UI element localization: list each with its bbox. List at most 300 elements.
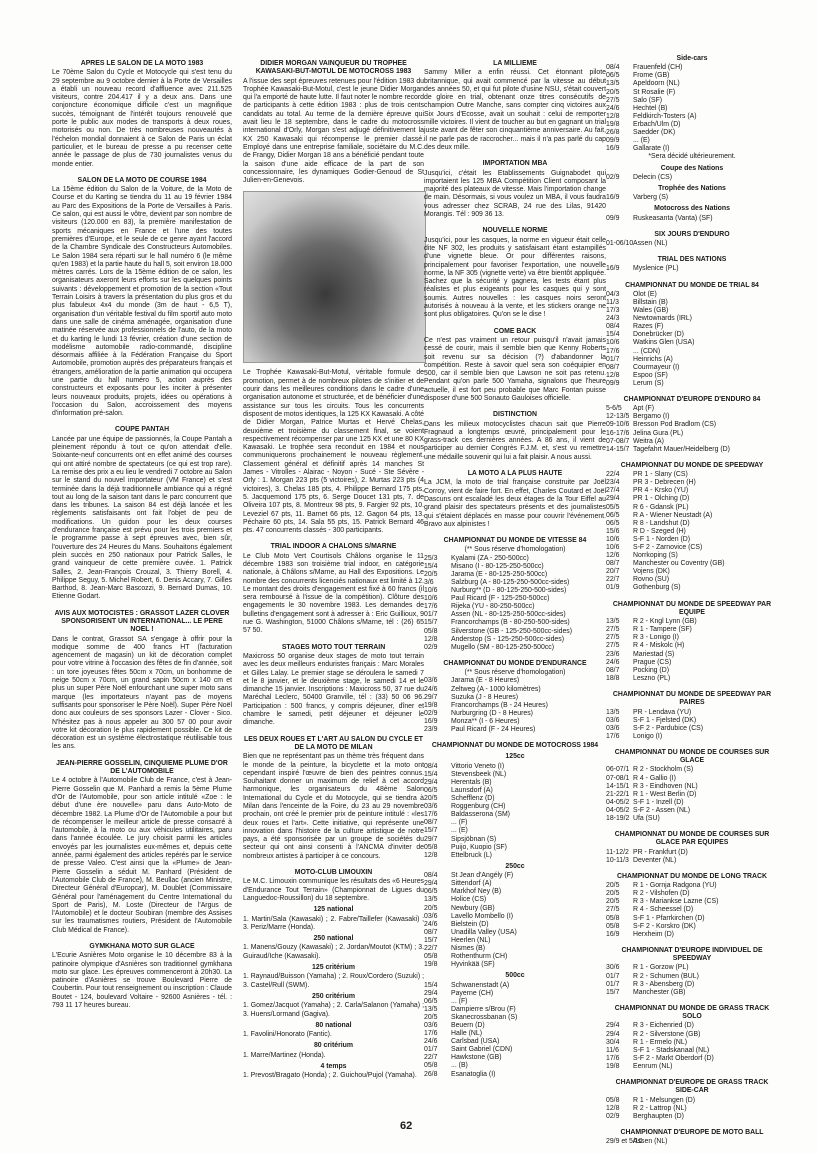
- calendar-date: 27/5: [606, 906, 620, 914]
- calendar-date: 09/9: [606, 379, 620, 387]
- calendar-event: Espoo (SF): [633, 371, 668, 379]
- calendar-date: 25/3: [424, 554, 438, 562]
- section-heading: MOTO-CLUB LIMOUXIN: [294, 869, 373, 877]
- calendar-row: [606, 725, 778, 733]
- calendar-event: Gothenburg (S): [633, 584, 681, 592]
- calendar-event: R 8 - Landshut (D): [633, 519, 690, 527]
- calendar-event: R 2 - Stockholm (S): [633, 766, 694, 774]
- subheading: Motocross des Nations: [654, 205, 730, 213]
- calendar-row: [606, 717, 778, 725]
- section-heading: APRES LE SALON DE LA MOTO 1983: [80, 60, 204, 67]
- calendar-date: 21-22/1: [606, 790, 630, 798]
- calendar-event: Anderstop (S - 125-250-500cc-sides): [451, 635, 564, 643]
- calendar-date: 20/5: [606, 898, 620, 906]
- calendar-row: [606, 495, 778, 503]
- calendar-event: Watkins Glen (USA): [633, 339, 695, 347]
- calendar-event: Nurburg** (D - 80-125-250-500-sides): [451, 587, 567, 595]
- calendar-event: ... (B): [451, 1062, 468, 1070]
- calendar-date: 10/6: [606, 339, 620, 347]
- calendar-date: 22/7: [606, 576, 620, 584]
- calendar-row: [606, 72, 778, 80]
- calendar-row: [424, 880, 606, 888]
- calendar-row: [606, 331, 778, 339]
- calendar-event: Gallarate (I): [633, 145, 670, 153]
- calendar-event: R 1 - West Berlin (D): [633, 790, 697, 798]
- calendar-date: 08/7: [606, 666, 620, 674]
- calendar-date: 12/6: [606, 552, 620, 560]
- calendar-date: 03/6: [606, 716, 620, 724]
- calendar-date: 20/5: [606, 88, 620, 96]
- calendar-event: PR 1 - Olching (D): [633, 495, 690, 503]
- calendar-event: Vittorio Veneto (I): [451, 762, 505, 770]
- calendar-row: [606, 339, 778, 347]
- calendar-event: R 2 - Silverstone (GB): [633, 1030, 701, 1038]
- calendar-row: [606, 1105, 778, 1113]
- calendar-event: R 4 - Scheessel (D): [633, 906, 694, 914]
- calendar-date: 09/9: [606, 137, 620, 145]
- calendar-date: 24/6: [606, 658, 620, 666]
- calendar-row: [424, 694, 606, 702]
- calendar-event: Sipsjöbnan (S): [451, 835, 497, 843]
- section-heading: STAGES MOTO TOUT TERRAIN: [281, 643, 386, 651]
- calendar-row: [424, 686, 606, 694]
- calendar-event: Donebrücker (D): [633, 331, 684, 339]
- calendar-event: Puijo, Kuopio (SF): [451, 843, 507, 851]
- calendar-date: 13/5: [606, 80, 620, 88]
- calendar-event: S-F 1 - Stadskanaal (NL): [633, 1046, 710, 1054]
- calendar-date: 22/7: [424, 944, 438, 952]
- calendar-date: 05/8: [424, 843, 438, 851]
- section-heading: CHAMPIONNAT DU MONDE DE COURSES SUR GLACE PAR EQUIPES: [614, 831, 770, 847]
- calendar-row: [606, 265, 778, 273]
- calendar-date: 17/6: [606, 1054, 620, 1062]
- calendar-date: 02/9: [606, 1112, 620, 1120]
- calendar-row: [606, 849, 778, 857]
- calendar-event: Wales (GB): [633, 307, 669, 315]
- calendar-event: Nismes (B): [451, 944, 486, 952]
- calendar-event: R D - Szeged (H): [633, 527, 686, 535]
- calendar-date: 15/4: [424, 562, 438, 570]
- section-heading: CHAMPIONNAT D'EUROPE D'ENDURO 84: [623, 396, 761, 403]
- calendar-date: 15/6: [606, 527, 620, 535]
- calendar-row: [606, 471, 778, 479]
- calendar-date: 06/5: [424, 888, 438, 896]
- calendar-event: ... (CDN): [633, 347, 661, 355]
- calendar-event: Hawkstone (GB): [451, 1054, 502, 1062]
- section-heading: CHAMPIONNAT D'EUROPE DE MOTO BALL: [620, 1128, 764, 1136]
- calendar-row: [606, 528, 778, 536]
- calendar-event: PR 1 - Slany (CS): [633, 471, 688, 479]
- calendar-row: [606, 1063, 778, 1071]
- calendar-event: S-F 1 - Inzell (D): [633, 798, 684, 806]
- section-heading: TRIAL INDOOR A CHALONS S/MARNE: [270, 543, 397, 551]
- calendar-event: R 3 - Eichenried (D): [633, 1022, 694, 1030]
- page-number: 62: [400, 1120, 413, 1132]
- calendar-date: 06/5: [424, 997, 438, 1005]
- calendar-row: [424, 1006, 606, 1014]
- calendar-date: 03/6: [424, 803, 438, 811]
- calendar-date: 24/6: [424, 1038, 438, 1046]
- calendar-event: Eenrum (NL): [633, 1062, 673, 1070]
- calendar-row: [424, 953, 606, 961]
- calendar-row: [606, 675, 778, 683]
- calendar-row: [606, 659, 778, 667]
- calendar-event: S-F 1 - Pfarrkirchen (D): [633, 914, 705, 922]
- calendar-date: 16/9: [606, 194, 620, 202]
- section-heading: IMPORTATION MBA: [482, 160, 548, 168]
- section-heading: COUPE PANTAH: [114, 426, 170, 434]
- section-heading: CHAMPIONNAT DU MONDE DE LONG TRACK: [617, 872, 767, 880]
- calendar-row: [606, 380, 778, 388]
- calendar-row: [606, 815, 778, 823]
- section-heading: CHAMPIONNAT D'EUROPE INDIVIDUEL DE SPEEDWAY: [621, 946, 763, 963]
- calendar-row: [606, 973, 778, 981]
- calendar-date: 19/8: [424, 961, 438, 969]
- calendar-event: Deventer (NL): [633, 856, 677, 864]
- calendar-event: Pocking (D): [633, 666, 669, 674]
- calendar-row: [606, 64, 778, 72]
- paragraph: Le Club Moto Vert Courtisols Châlons organise le 11 décembre 1983 son troisième trial indoor, en catégorie nationale, à Châlons s/Marne, au Hall des Expositions. Le nombre des concurrents licenciés nationaux est limité à 12. Le montant des droits d'engagement est fixé à 60 francs (il sera remboursé à l'issue de la compétition). Clôture des engagements le 30 novembre 1983. Les demandes de bulletins d'engagement sont à adresser à : Eric Guillioux, 9 rue G. Washington, 51000 Châlons s/Marne, tél : (26) 65 57 50.: [243, 552, 424, 635]
- calendar-row: [424, 872, 606, 880]
- calendar-event: Apeldoorn (NL): [633, 80, 680, 88]
- calendar-date: 02/9: [424, 643, 438, 651]
- calendar-date: 19/8: [606, 1062, 620, 1070]
- calendar-event: Rovno (SU): [633, 576, 669, 584]
- subheading: 250cc: [505, 862, 525, 870]
- calendar-row: [424, 587, 606, 595]
- calendar-date: 27/4: [606, 487, 620, 495]
- section-heading: DISTINCTION: [492, 411, 538, 419]
- section-heading: CHAMPIONNAT DU MONDE DE SPEEDWAY PAR EQUIPE: [612, 600, 772, 616]
- calendar-row: [606, 634, 778, 642]
- calendar-date: 10/6: [424, 595, 438, 603]
- section-heading: CHAMPIONNAT DU MONDE DE TRIAL 84: [625, 281, 759, 289]
- calendar-event: Assen (NL - 80-125-250-500cc-sides): [451, 611, 566, 619]
- calendar-row: [606, 906, 778, 914]
- calendar-event: Vojens (DK): [633, 568, 670, 576]
- calendar-date: 23/6: [606, 650, 620, 658]
- calendar-date: 20/5: [424, 570, 438, 578]
- calendar-row: [606, 194, 778, 202]
- calendar-event: Assen (NL): [633, 240, 668, 248]
- calendar-event: Razes (F): [633, 323, 664, 331]
- calendar-row: [424, 1038, 606, 1046]
- calendar-date: 08/4: [606, 323, 620, 331]
- calendar-row: [606, 890, 778, 898]
- calendar-date: 12/8: [606, 112, 620, 120]
- paragraph: Le 70ème Salon du Cycle et Motocycle qui s'est tenu du 29 septembre au 9 octobre dernier à la Porte de Versailles a établi un nouveau record d'affluence avec 211.525 visiteurs, contre 204.417 il y a deux ans. Dans une conjoncture économique difficile c'est un magnifique succès, témoignant de l'intérêt toujours renouvelé que porte le public aux modes de transports à deux roues, motorisés ou non. De très nombreuses nouveautés à l'échelon mondial donnaient à ce Salon de Paris un éclat particulier, et le bureau de presse a pu recenser cette année le passage de plus de 730 journalistes venus du monde entier.: [52, 69, 232, 168]
- calendar-row: [606, 667, 778, 675]
- calendar-event: ... (F): [451, 819, 468, 827]
- paragraph: Ce n'est pas vraiment un retour puisqu'il n'avait jamais cessé de courir, mais il semble bien que Kenny Roberts soit revenu sur sa décision (?) d'abandonner la compétition. Reste à savoir quel sera son coéquipier en 500, car il semble bien que Lawson ne soit pas retenu. Pendant qu'on parle 500 Yamaha, signalons que l'heure actuelle, il est fort peu probable que Marc Fontan puisse disposer d'une 500 Sonauto Gauloises officielle.: [424, 336, 606, 402]
- calendar-date: 18/8: [606, 674, 620, 682]
- calendar-event: Jarama (E - 8 Heures): [451, 677, 520, 685]
- calendar-event: Schwanenstadt (A): [451, 981, 510, 989]
- calendar-row: [424, 628, 606, 636]
- calendar-event: Herentals (B): [451, 778, 492, 786]
- calendar-date: 27/5: [606, 626, 620, 634]
- calendar-date: 06/5: [606, 511, 620, 519]
- calendar-date: 15/7: [424, 619, 438, 627]
- calendar-row: [606, 618, 778, 626]
- calendar-date: 08/7: [424, 928, 438, 936]
- calendar-row: [606, 438, 778, 446]
- calendar-event: R 2 - Lattrop (NL): [633, 1104, 687, 1112]
- calendar-date: 05/8: [606, 1096, 620, 1104]
- calendar-row: [424, 636, 606, 644]
- calendar-row: [606, 364, 778, 372]
- calendar-date: 12-13/5: [606, 413, 630, 421]
- calendar-event: Payerne (CH): [451, 989, 494, 997]
- calendar-row: [424, 945, 606, 953]
- calendar-row: [606, 299, 778, 307]
- calendar-event: Hyvinkää (SF): [451, 961, 495, 969]
- calendar-date: 06-07/1: [606, 766, 630, 774]
- column-3: [424, 52, 606, 1132]
- calendar-date: 29/4: [606, 1030, 620, 1038]
- calendar-row: [606, 709, 778, 717]
- paragraph: Le 4 octobre à l'Automobile Club de France, c'est à Jean-Pierre Gosselin que M. Panhard a remis la 5ème Plume d'Or de l'Automobile, pour son article intitulé «Zoe : le début d'une ère nouvelle» paru dans Auto-Moto de décembre 1982. La Plume d'Or de l'Automobile a pour but de récompenser le meilleur article de presse consacré à l'automobile, à la moto ou aux véhicules utilitaires, paru dans l'année écoulée. Le jury choisit parmi les articles envoyés par les journalistes eux-mêmes et, depuis cette année, parmi également des articles repérés par le service de presse Valeo. C'est ainsi que la «Plume» de Jean-Pierre Gosselin a séduit M. Panhard (Président de l'Automobile Club de France), M. Beullac (ancien Ministre, Directeur Général d'Europcar), M. Doublet (Commissaire Général pour l'aménagement du Centre International du Sport de Paris), M. Loste (Directeur de l'Argus de l'Automobile) et le docteur Soubiran (membre des Assises sur les traumatismes routiers, Président de l'Automobile Club Médical de France).: [52, 777, 232, 934]
- subheading: 80 national: [315, 1021, 352, 1029]
- note: *Sera décidé ultérieurement.: [648, 153, 736, 161]
- calendar-date: 08/7: [606, 560, 620, 568]
- calendar-event: Erbach/Ulm (D): [633, 120, 681, 128]
- calendar-event: S-F 2 - Zarnovice (CS): [633, 544, 703, 551]
- calendar-date: 29/9 et 5/10: [606, 1138, 643, 1146]
- calendar-event: Monza** (I - 6 Heures): [451, 717, 520, 725]
- calendar-row: [606, 446, 778, 454]
- calendar-event: Paul Ricard (F - 125-250-500cc): [451, 595, 550, 603]
- calendar-row: [606, 97, 778, 105]
- calendar-event: Silverstone (GB - 125-250-500cc-sides): [451, 627, 573, 635]
- paragraph: Le Trophée Kawasaki-But-Motul, véritable formule de promotion, permet à de nombreux pilotes de s'initier et de courir dans les meilleures conditions dans le cadre d'une organisation autonome et structurée, et de bénéficier d'une assistance sur tous les circuits. Tous les concurrents disposent de motos identiques, la 125 KX Kawasaki. A côté de Didier Morgan, Patrice Murtas et Hervé Chelas, deuxième et troisième du classement final, se voient respectivement récompenser par une 125 KX et une 80 KX Kawasaki. Le trophée sera reconduit en 1984 et nous communiquerons prochainement le nouveau règlement. Classement général et définitif après 14 manches St James - Vitrolles - Alairac - Noyon - Sucé - Ste Sévère - Orly : 1. Morgan 223 pts (5 victoires), 2. Murtas 223 pts (4 victoires), 3. Chelas 185 pts, 4. Philippe Bernard 175 pts, 5. Jacquemond 175 pts, 6. Serge Doucet 131 pts, 7. de Oliveira 107 pts, 8. Montreux 98 pts, 9. Fargier 92 pts, 10. Leveziel 67 pts, 11. Barnet 66 pts, 12. Gagon 64 pts, 13. Péchaire 60 pts, 14. Sala 55 pts, 15. Patrick Bernard 46 pts. 47 concurrents classés - 300 participants.: [243, 369, 424, 535]
- section-heading: CHAMPIONNAT DU MONDE DE MOTOCROSS 1984: [431, 742, 599, 750]
- calendar-row: [606, 1097, 778, 1105]
- calendar-row: [606, 898, 778, 906]
- calendar-row: [606, 121, 778, 129]
- calendar-event: Bresson Pod Bradlom (CS): [633, 421, 717, 429]
- section-heading: JEAN-PIERRE GOSSELIN, CINQUIEME PLUME D'OR DE L'AUTOMOBILE: [56, 759, 228, 776]
- calendar-event: Kyalami (ZA - 250-500cc): [451, 554, 529, 562]
- paragraph: 1. Favolini/Honorato (Fantic).: [243, 1031, 332, 1039]
- subheading: 125 critérium: [312, 964, 355, 972]
- calendar-event: Lerum (S): [633, 379, 664, 387]
- calendar-date: 04/3: [606, 290, 620, 298]
- calendar-date: 27/5: [606, 642, 620, 650]
- calendar-event: PR 3 - Debrecen (H): [633, 479, 696, 487]
- calendar-event: PR - Lendava (YU): [633, 708, 692, 716]
- calendar-row: [424, 819, 606, 827]
- calendar-date: 13/5: [606, 618, 620, 626]
- calendar-date: 20/5: [424, 1013, 438, 1021]
- calendar-date: 3/6: [424, 579, 434, 587]
- calendar-row: [424, 961, 606, 969]
- calendar-row: [424, 921, 606, 929]
- calendar-row: [606, 348, 778, 356]
- section-heading: CHAMPIONNAT DU MONDE D'ENDURANCE: [443, 659, 587, 667]
- calendar-date: 01/7: [606, 355, 620, 363]
- calendar-event: Assen (NL): [633, 1138, 668, 1146]
- calendar-row: [606, 113, 778, 121]
- calendar-event: Olot (E): [633, 290, 657, 298]
- calendar-row: [424, 555, 606, 563]
- calendar-row: [606, 105, 778, 113]
- calendar-row: [606, 857, 778, 865]
- calendar-date: 05/8: [424, 953, 438, 961]
- calendar-date: 17/6: [606, 732, 620, 740]
- calendar-date: 11/6: [606, 1046, 619, 1054]
- calendar-date: 19/8: [424, 701, 438, 709]
- calendar-row: [424, 779, 606, 787]
- calendar-row: [606, 323, 778, 331]
- calendar-date: 15/4: [424, 981, 438, 989]
- column-4: [606, 52, 778, 1146]
- calendar-row: [606, 80, 778, 88]
- column-1: [52, 52, 232, 1132]
- calendar-date: 08/4: [424, 872, 438, 880]
- calendar-event: Baldasserona (SM): [451, 811, 510, 819]
- calendar-row: [606, 923, 778, 931]
- calendar-row: [606, 799, 778, 807]
- paragraph: 1. Martin/Sala (Kawasaki) ; 2. Fabre/Taillefer (Kawasaki) ; 3. Periz/Marre (Honda).: [243, 915, 424, 931]
- calendar-row: [424, 795, 606, 803]
- calendar-event: Jarama (E - 80-125-250-500cc): [451, 570, 548, 578]
- calendar-event: Sittendorf (A): [451, 880, 492, 888]
- calendar-date: 29/4: [424, 989, 438, 997]
- calendar-event: Varberg (S): [633, 194, 669, 202]
- calendar-date: 01-06/10: [606, 240, 634, 248]
- calendar-date: 22/7: [424, 1054, 438, 1062]
- calendar-row: [606, 1113, 778, 1121]
- calendar-event: Roggenburg (CH): [451, 803, 506, 811]
- subheading: 125 national: [313, 906, 354, 914]
- section-heading: SALON DE LA MOTO DE COURSE 1984: [77, 176, 207, 184]
- calendar-row: [424, 905, 606, 913]
- calendar-event: St Jean d'Angély (F): [451, 872, 514, 880]
- calendar-event: Lonigo (I): [633, 732, 663, 740]
- paragraph: Dans le contrat, Grassot SA s'engage à offrir pour la modique somme de 400 francs HT (facturation agencement de magasin) un kit de décoration complet pour votre vitrine à l'occasion des fêtes de fin d'année, soit : un tore joyeuses fêtes 50cm x 70cm, un bonhomme de neige 50cm x 70cm, un grand sapin 50cm x 140 cm et plus un super Père Noël enfourchant une super moto sans marque (les importateurs n'ayant pas de moyens suffisants pour sponsoriser le Père Noël). Super Père Noël donc aux couleurs de ses sponsors Lazer - Clover - Sico. N'hésitez pas à nous appeler au 300 57 00 pour avoir votre kit décoration le plus rapidement possible. Ce kit de décoration est un système électrostatique réutilisable tous les ans.: [52, 635, 232, 751]
- calendar-event: R 2 - Vilshofen (D): [633, 890, 690, 898]
- calendar-event: R 1 - Ermelo (NL): [633, 1038, 687, 1046]
- calendar-date: 05/8: [606, 914, 620, 922]
- note: (** Sous réserve d'homologation): [464, 546, 566, 554]
- calendar-row: [424, 1071, 606, 1079]
- section-heading: CHAMPIONNAT DU MONDE DE VITESSE 84: [443, 537, 587, 545]
- calendar-row: [606, 315, 778, 323]
- calendar-row: [424, 571, 606, 579]
- calendar-date: 03/6: [424, 912, 438, 920]
- calendar-date: 05/8: [424, 627, 438, 635]
- calendar-event: Bielstein (D): [451, 920, 489, 928]
- calendar-event: Herxheim (D): [633, 930, 674, 938]
- calendar-date: 08/4: [606, 64, 620, 72]
- calendar-date: 13/5: [424, 1005, 438, 1013]
- calendar-event: R 4 - Miskolc (H): [633, 642, 685, 650]
- calendar-event: Newbury (GB): [451, 904, 495, 912]
- calendar-event: Apt (F): [633, 405, 655, 413]
- calendar-row: [606, 129, 778, 137]
- calendar-date: 12/8: [424, 635, 438, 643]
- calendar-row: [606, 1031, 778, 1039]
- calendar-row: [424, 811, 606, 819]
- calendar-row: [424, 563, 606, 571]
- calendar-date: 04-05/2: [606, 798, 630, 806]
- calendar-event: Newtownards (IRL): [633, 315, 692, 323]
- calendar-event: ... (F): [451, 997, 468, 1005]
- calendar-row: [424, 763, 606, 771]
- calendar-date: 15/7: [424, 936, 438, 944]
- calendar-event: R 2 - Schumen (BUL): [633, 972, 699, 980]
- calendar-event: Misano (I - 80-125-250-500cc): [451, 562, 544, 570]
- calendar-row: [606, 307, 778, 315]
- calendar-event: R A - Wiener Neustadt (A): [633, 511, 713, 519]
- calendar-event: PR - Frankfurt (D): [633, 848, 688, 856]
- section-heading: NOUVELLE NORME: [482, 227, 548, 235]
- calendar-row: [424, 702, 606, 710]
- section-heading: LA MILLIEME: [493, 60, 537, 67]
- calendar-event: Ruskeasanta (Vanta) (SF): [633, 214, 713, 222]
- calendar-row: [424, 836, 606, 844]
- paragraph: Jusqu'ici, c'était les Etablissements Guignabodet qui importaient les 125 MBA Compétition Client composant la majorité des plateaux de vitesse. Mais l'importation change de main. Désormais, si vous voulez un MBA, il vous faudra vous adresser chez SCRAB, 24 rue des Lilas, 91420 Morangis. Tél : 909 36 13.: [424, 169, 606, 219]
- section-heading: LES DEUX ROUES ET L'ART AU SALON DU CYCLE ET DE LA MOTO DE MILAN: [243, 735, 424, 751]
- calendar-row: [424, 1062, 606, 1070]
- calendar-row: [606, 137, 778, 145]
- calendar-row: [606, 989, 778, 997]
- calendar-event: Stevensbeek (NL): [451, 770, 507, 778]
- calendar-row: [424, 579, 606, 587]
- calendar-date: 24/6: [424, 685, 438, 693]
- calendar-date: 12/8: [606, 1104, 620, 1112]
- calendar-event: Schefflenz (D): [451, 795, 495, 803]
- calendar-event: St Rosalie (F): [633, 88, 676, 96]
- calendar-event: Norrkoping (S): [633, 552, 678, 560]
- calendar-event: Leszno (PL): [633, 674, 671, 682]
- calendar-date: 29/4: [424, 778, 438, 786]
- calendar-row: [606, 512, 778, 520]
- calendar-row: [606, 733, 778, 741]
- calendar-row: [606, 964, 778, 972]
- calendar-date: 04-05/2: [606, 806, 630, 814]
- calendar-row: [606, 479, 778, 487]
- calendar-event: Heerlen (NL): [451, 936, 491, 944]
- calendar-date: 03/6: [424, 1022, 438, 1030]
- calendar-row: [606, 544, 778, 552]
- calendar-row: [606, 642, 778, 650]
- calendar-event: Holice (CS): [451, 896, 487, 904]
- calendar-event: Salzburg (A - 80-125-250-500cc-sides): [451, 579, 570, 587]
- calendar-row: [606, 504, 778, 512]
- calendar-event: Mariestad (S): [633, 650, 675, 658]
- calendar-event: Myslenice (PL): [633, 265, 679, 273]
- paragraph: Dans les milieux motocyclistes chacun sait que Pierre Fragnaud a longtemps œuvré, principalement pour le grass-track ces dernières années. A 86 ans, il vient de participer au dernier Congrès F.J.M. et, s'est vu remettre une médaille souvenir qui lui a fait plaisir. A nous aussi.: [424, 420, 606, 461]
- calendar-event: Lavello Mombello (I): [451, 912, 514, 920]
- calendar-row: [424, 1030, 606, 1038]
- paragraph: Sammy Miller a enfin réussi. Cet étonnant pilote britannique, qui avait commencé par la vitesse au début des années 50, et qui fut pilote d'usine NSU, s'était couvert de gloire en trial, obtenant onze titres consécutifs de champion Outre Manche, sans compter cinq victoires aux Six Jours d'Ecosse, avait un souhait : celui de remporter mille victoires. Il vient de toucher au but en gagnant un trial juste avant de fêter son cinquantième anniversaire. Au fait, il ne parle pas de raccrocher... mais il n'a pas parlé du cap des deux mille.: [424, 69, 606, 151]
- calendar-date: 17/6: [606, 347, 620, 355]
- calendar-event: Saint Gabriel (CDN): [451, 1046, 513, 1054]
- calendar-event: Halle (NL): [451, 1030, 483, 1038]
- calendar-date: 24/6: [424, 920, 438, 928]
- calendar-row: [424, 982, 606, 990]
- paragraph: La 15ème édition du Salon de la Voiture, de la Moto de Course et du Karting se tiendra du 11 au 19 février 1984 au Parc des Expositions de la Porte de Versailles à Paris. Ce salon, qui est aussi le vôtre, devient par son nombre de visiteurs (120.000 en 83), la première manifestation de sports mécaniques en France et l'une des toutes premières d'Europe, et le seule de ce genre ayant l'accord de la Chambre Syndicale des Constructeurs Automobiles. Le Salon 1984 sera réparti sur le hall numéro 6 (le même qu'en 1983) et la partie haute du hall 5, soit environ 18.000 mètres carrés. Lors de la 15ème édition de ce salon, les organisateurs axeront leurs efforts sur les quelques points suivants : développement et promotion de la section «Tout Terrain Loisirs à travers la présentation du plus gros et du plus fabuleux 4x4 du monde (3m de haut - 6,5 T), organisation d'un véritable festival du film sportif auto moto dans une salle de cinéma aménagée, organisation d'une matinée réservée aux professionnels de l'auto, de la moto et du karting le lundi 13 février, création d'une section de modélisme automobile radio-commandé, discipline désormais affiliée à la Fédération Française du Sport Automobile, promotion auprès des préparateurs français et étrangers, amélioration de la partie animation qui occupera une partie du hall numéro 5, action auprès des constructeurs et exposants pour les inciter à présenter leurs nouveaux produits, projets, idées ou opérations à l'occasion du Salon, accroissement des moyens d'information pré-salon.: [52, 186, 232, 418]
- calendar-event: Skanecrossbanan (S): [451, 1013, 518, 1021]
- calendar-event: Francorchamps (B - 24 Heures): [451, 701, 548, 709]
- calendar-row: [606, 405, 778, 413]
- paragraph: Le M.C. Limouxin communique les résultats des «6 Heures d'Endurance Tout Terrain» (Championnat de Ligues du Languedoc-Roussillon) du 18 septembre.: [243, 878, 424, 902]
- calendar-row: [424, 1054, 606, 1062]
- calendar-event: R 1 - Gornja Radgona (YU): [633, 882, 717, 890]
- calendar-date: 11/3: [606, 298, 619, 306]
